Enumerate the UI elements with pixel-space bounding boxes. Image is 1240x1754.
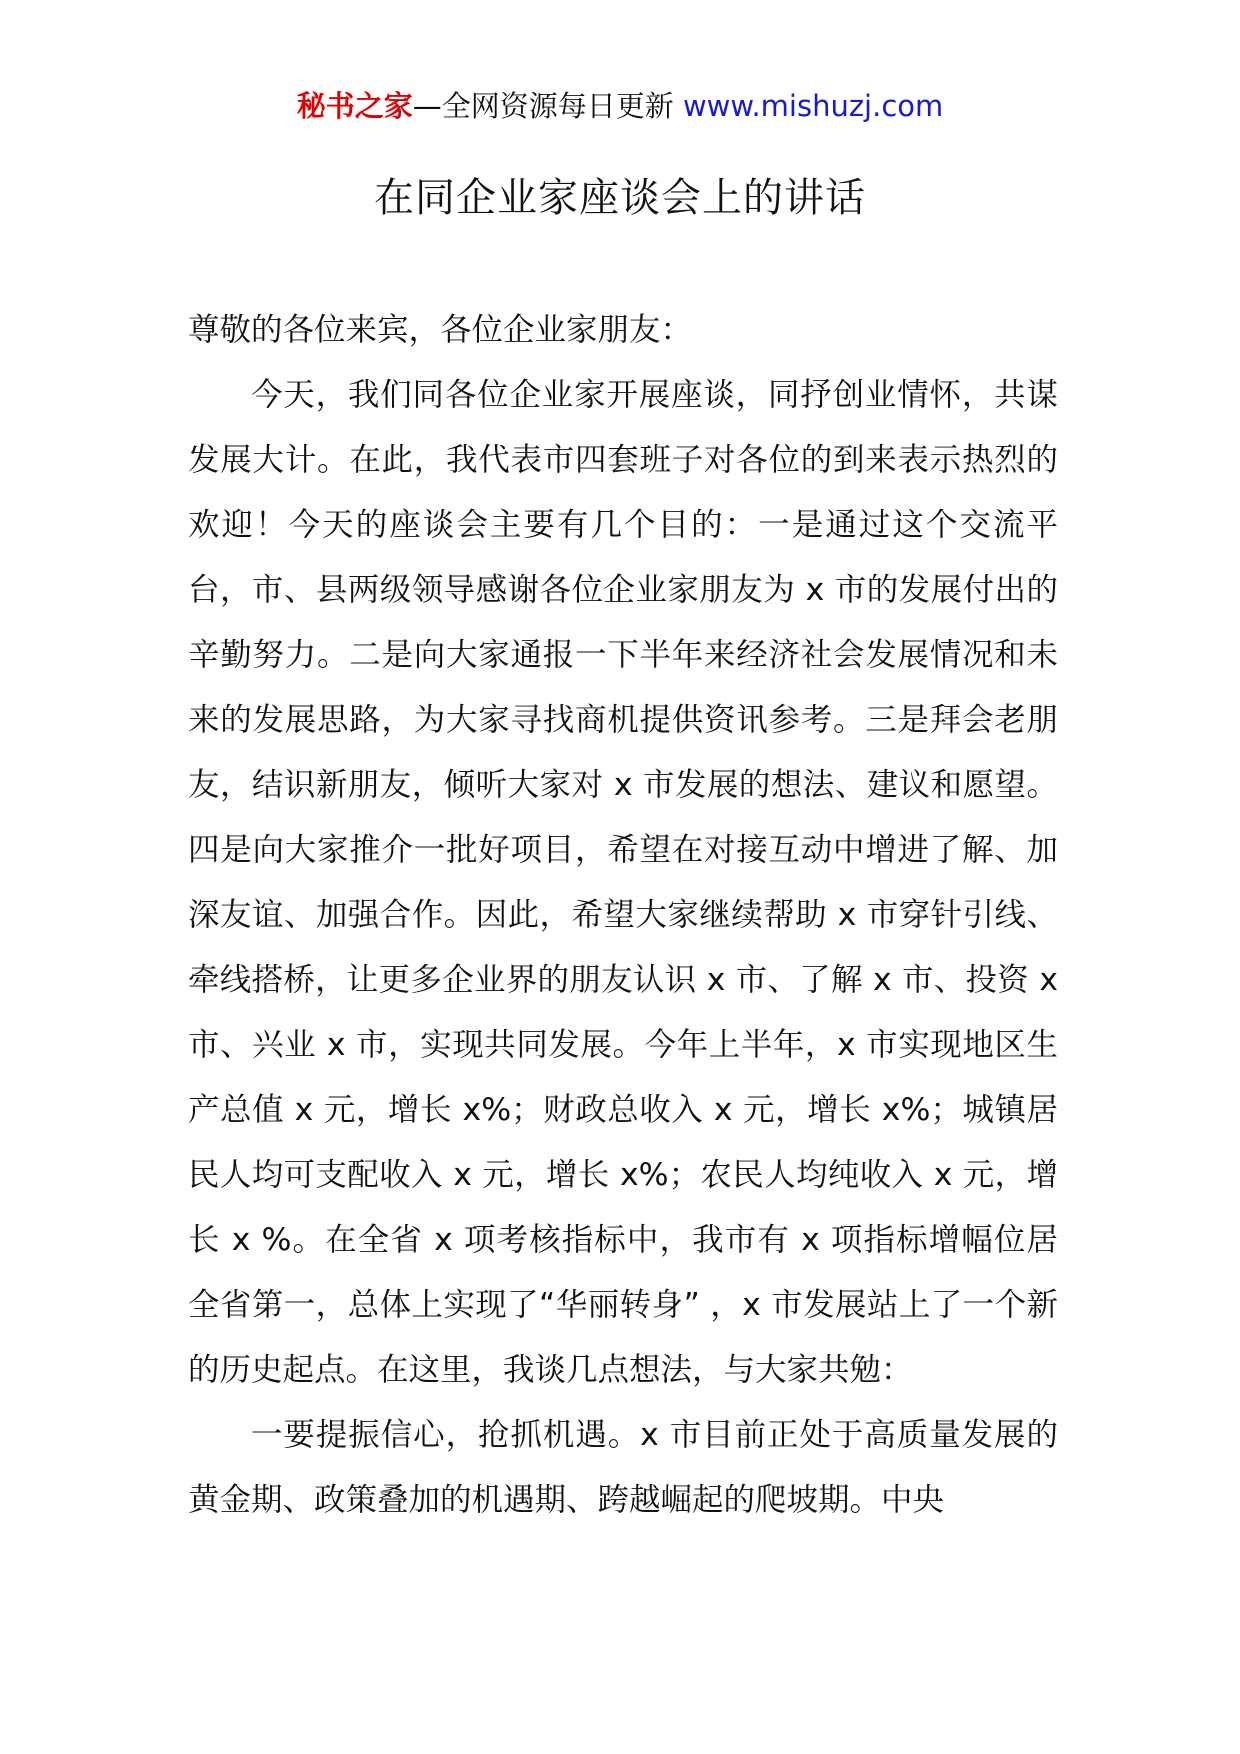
site-brand: 秘书之家	[296, 89, 413, 123]
site-header	[0, 86, 1240, 126]
site-url-link[interactable]: www.mishuzj.com	[682, 89, 944, 123]
document-body	[188, 298, 1058, 1533]
paragraph-point-one: 一要提振信心，抢抓机遇。x 市目前正处于高质量发展的黄金期、政策叠加的机遇期、跨越崛起的爬坡期。中央	[188, 1417, 1058, 1518]
document-title: 在同企业家座谈会上的讲话	[374, 175, 866, 221]
site-tagline: —全网资源每日更新	[412, 89, 683, 123]
salutation: 尊敬的各位来宾，各位企业家朋友：	[188, 312, 693, 348]
paragraph-opening: 今天，我们同各位企业家开展座谈，同抒创业情怀，共谋发展大计。在此，我代表市四套班子对各位的到来表示热烈的欢迎！今天的座谈会主要有几个目的：一是通过这个交流平台，市、县两级领导感谢各位企业家朋友为 x 市的发展付出的辛勤努力。二是向大家通报一下半年来经济社会发展情况和未来的发展思路，为大家寻找商机提供资讯参考。三是拜会老朋友，结识新朋友，倾听大家对 x 市发展的想法、建议和愿望。四是向大家推介一批好项目，希望在对接互动中增进了解、加深友谊、加强合作。因此，希望大家继续帮助 x 市穿针引线、牵线搭桥，让更多企业界的朋友认识 x 市、了解 x 市、投资 x 市、兴业 x 市，实现共同发展。今年上半年，x 市实现地区生产总值 x 元，增长 x%；财政总收入 x 元，增长 x%；城镇居民人均可支配收入 x 元，增长 x%；农民人均纯收入 x 元，增长 x %。在全省 x 项考核指标中，我市有 x 项指标增幅位居全省第一，总体上实现了“华丽转身” ，x 市发展站上了一个新的历史起点。在这里，我谈几点想法，与大家共勉：	[188, 377, 1058, 1388]
